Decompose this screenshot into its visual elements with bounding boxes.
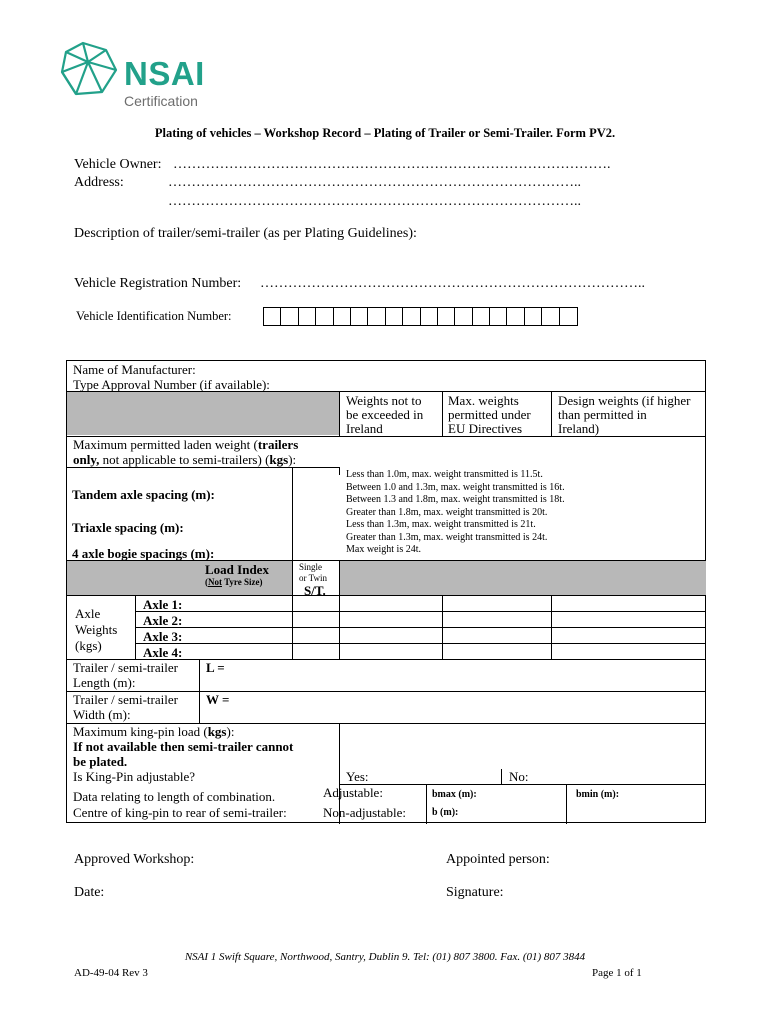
kingpin-load-label: Maximum king-pin load (kgs): <box>73 724 235 739</box>
vehicle-owner-field[interactable]: …………………………………………………………………………………. <box>173 157 611 172</box>
registration-label: Vehicle Registration Number: <box>74 276 242 291</box>
width-value-field[interactable]: W = <box>206 692 230 707</box>
spacing-note-1: Less than 1.0m, max. weight transmitted is 11.5t. <box>346 469 543 480</box>
axle-weights-label-l1: Axle <box>75 606 101 621</box>
adjustable-label: Adjustable: <box>323 785 383 800</box>
col-eu-header-l3: EU Directives <box>448 421 523 436</box>
manufacturer-label: Name of Manufacturer: <box>73 362 196 377</box>
length-value-field[interactable]: L = <box>206 660 225 675</box>
axle-weights-label-l2: Weights <box>75 622 118 637</box>
vin-input-boxes[interactable] <box>263 307 578 326</box>
kingpin-adjustable-no[interactable]: No: <box>509 769 529 784</box>
axle-weights-label-l3: (kgs) <box>75 638 102 653</box>
combination-label-l1: Data relating to length of combination. <box>73 789 276 804</box>
kingpin-warning-l1: If not available then semi-trailer cannot <box>73 739 294 754</box>
registration-field[interactable]: ……………………………………………………………………….. <box>260 276 645 291</box>
approved-workshop-label: Approved Workshop: <box>74 852 195 867</box>
max-laden-weight-label-l1: Maximum permitted laden weight (trailers <box>73 437 299 452</box>
single-twin-label-l2: or Twin <box>299 573 327 583</box>
vin-label: Vehicle Identification Number: <box>76 309 232 323</box>
footer-page-number: Page 1 of 1 <box>592 967 642 979</box>
col-ireland-header-l2: be exceeded in <box>346 407 424 422</box>
spacing-note-5: Less than 1.3m, max. weight transmitted is 21t. <box>346 519 536 530</box>
kingpin-adjustable-label: Is King-Pin adjustable? <box>73 769 196 784</box>
spacing-note-7: Max weight is 24t. <box>346 544 421 555</box>
kingpin-warning-l2: be plated. <box>73 754 128 769</box>
spacing-note-2: Between 1.0 and 1.3m, max. weight transmitted is 16t. <box>346 481 565 493</box>
width-label-l1: Trailer / semi-trailer <box>73 692 178 707</box>
triaxle-spacing-label: Triaxle spacing (m): <box>72 520 184 535</box>
spacing-note-3: Between 1.3 and 1.8m, max. weight transmitted is 18t. <box>346 494 565 505</box>
single-twin-st: S/T. <box>304 583 326 598</box>
kingpin-adjustable-yes[interactable]: Yes: <box>346 769 369 784</box>
logo-wordmark: NSAI <box>124 55 205 92</box>
non-adjustable-label: Non-adjustable: <box>323 805 407 820</box>
axle-3-label: Axle 3: <box>143 629 183 644</box>
axle-1-label: Axle 1: <box>143 597 183 612</box>
address-label: Address: <box>74 175 124 190</box>
shaded-header-cell <box>67 392 340 435</box>
b-field[interactable]: b (m): <box>432 807 459 818</box>
length-label-l1: Trailer / semi-trailer <box>73 660 178 675</box>
single-twin-label-l1: Single <box>299 562 323 572</box>
plating-form-table <box>66 360 706 823</box>
length-label-l2: Length (m): <box>73 675 136 690</box>
width-label-l2: Width (m): <box>73 707 131 722</box>
bmin-field[interactable]: bmin (m): <box>576 789 620 800</box>
col-eu-header-l2: permitted under <box>448 407 531 422</box>
logo-polyhedron-icon <box>58 40 120 98</box>
date-label: Date: <box>74 885 105 900</box>
signature-label: Signature: <box>446 885 504 900</box>
spacing-note-4: Greater than 1.8m, max. weight transmitted is 20t. <box>346 506 548 518</box>
address-field-line2[interactable]: …………………………………………………………………………….. <box>168 194 581 209</box>
tandem-spacing-label: Tandem axle spacing (m): <box>72 487 215 502</box>
col-design-header-l1: Design weights (if higher <box>558 393 691 408</box>
nsai-logo <box>58 40 120 98</box>
bmax-field[interactable]: bmax (m): <box>432 789 477 800</box>
axle-4-label: Axle 4: <box>143 645 183 660</box>
col-eu-header-l1: Max. weights <box>448 393 519 408</box>
footer-doc-code: AD-49-04 Rev 3 <box>74 967 148 979</box>
logo-subtitle: Certification <box>124 93 198 109</box>
col-design-header-l2: than permitted in <box>558 407 647 422</box>
type-approval-label: Type Approval Number (if available): <box>73 377 270 392</box>
col-ireland-header-l3: Ireland <box>346 421 383 436</box>
axle-2-label: Axle 2: <box>143 613 183 628</box>
description-label: Description of trailer/semi-trailer (as per Plating Guidelines): <box>74 226 417 241</box>
footer-address: NSAI 1 Swift Square, Northwood, Santry, Dublin 9. Tel: (01) 807 3800. Fax. (01) 807 3844 <box>184 951 586 963</box>
shaded-right-cell <box>339 561 706 595</box>
bogie-spacing-label: 4 axle bogie spacings (m): <box>72 546 215 561</box>
vehicle-owner-label: Vehicle Owner: <box>74 157 162 172</box>
max-laden-weight-label-l2: only, not applicable to semi-trailers) (kgs): <box>73 452 297 467</box>
appointed-person-label: Appointed person: <box>446 852 550 867</box>
form-title: Plating of vehicles – Workshop Record – Plating of Trailer or Semi-Trailer. Form PV2. <box>154 126 616 140</box>
combination-label-l2: Centre of king-pin to rear of semi-trailer: <box>73 805 287 820</box>
tyre-size-note: (Not Tyre Size) <box>205 577 263 587</box>
address-field-line1[interactable]: …………………………………………………………………………….. <box>168 175 581 190</box>
spacing-note-6: Greater than 1.3m, max. weight transmitted is 24t. <box>346 531 548 543</box>
col-ireland-header-l1: Weights not to <box>346 393 422 408</box>
col-design-header-l3: Ireland) <box>558 421 600 436</box>
load-index-label: Load Index <box>205 562 269 577</box>
